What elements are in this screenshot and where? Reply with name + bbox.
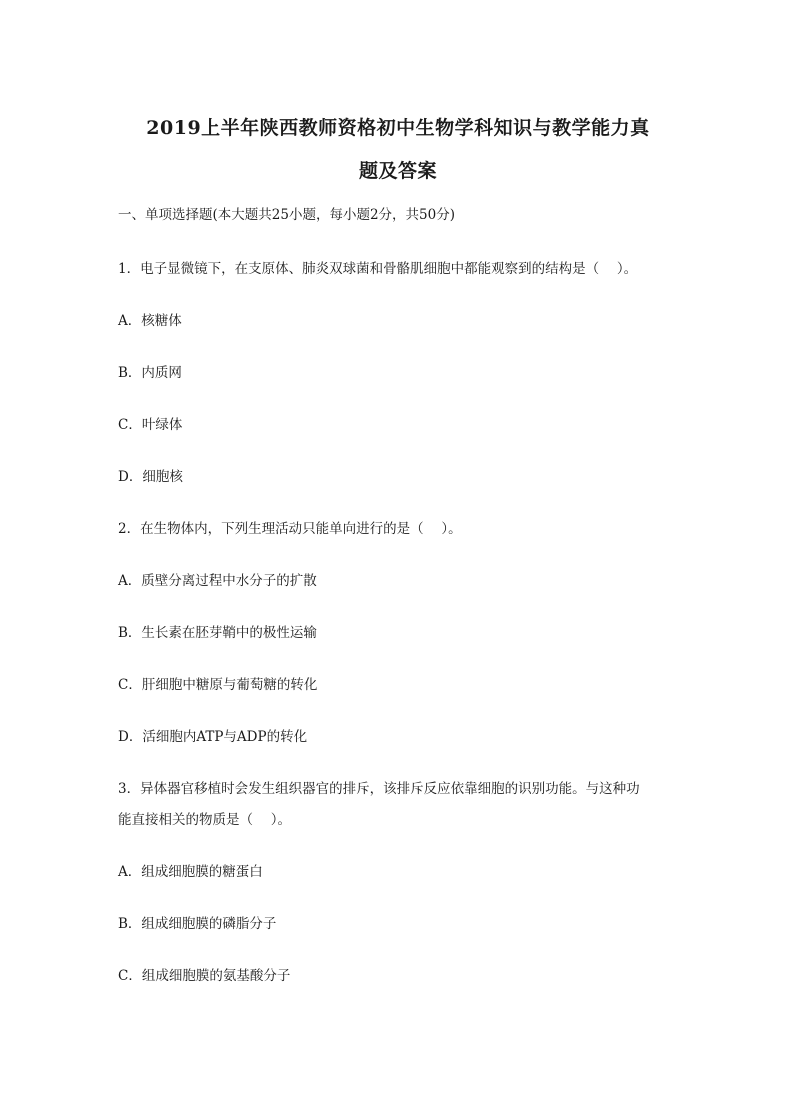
question-2-option-a: A．质壁分离过程中水分子的扩散 [118,573,317,589]
section-heading: 一、单项选择题(本大题共25小题，每小题2分，共50分) [118,207,455,223]
question-2-option-b: B．生长素在胚芽鞘中的极性运输 [118,625,317,641]
question-1-option-d: D．细胞核 [118,469,183,485]
document-title-line-1: 2019上半年陕西教师资格初中生物学科知识与教学能力真 [146,117,650,139]
question-1-option-b: B．内质网 [118,365,182,381]
question-3-option-b: B．组成细胞膜的磷脂分子 [118,916,277,932]
question-2-option-d: D．活细胞内ATP与ADP的转化 [118,729,308,745]
question-1-stem: 1．电子显微镜下，在支原体、肺炎双球菌和骨骼肌细胞中都能观察到的结构是（ ）。 [118,261,638,277]
document-title-line-2: 题及答案 [358,160,437,182]
question-3-option-a: A．组成细胞膜的糖蛋白 [118,864,263,880]
question-2-stem: 2．在生物体内，下列生理活动只能单向进行的是（ ）。 [118,521,462,537]
question-2-option-c: C．肝细胞中糖原与葡萄糖的转化 [118,677,318,693]
question-3-stem-line-2: 能直接相关的物质是（ ）。 [118,812,292,828]
question-1-option-c: C．叶绿体 [118,417,183,433]
question-3-stem-line-1: 3．异体器官移植时会发生组织器官的排斥，该排斥反应依靠细胞的识别功能。与这种功 [118,781,640,797]
question-1-option-a: A．核糖体 [118,313,182,329]
question-3-option-c: C．组成细胞膜的氨基酸分子 [118,968,291,984]
